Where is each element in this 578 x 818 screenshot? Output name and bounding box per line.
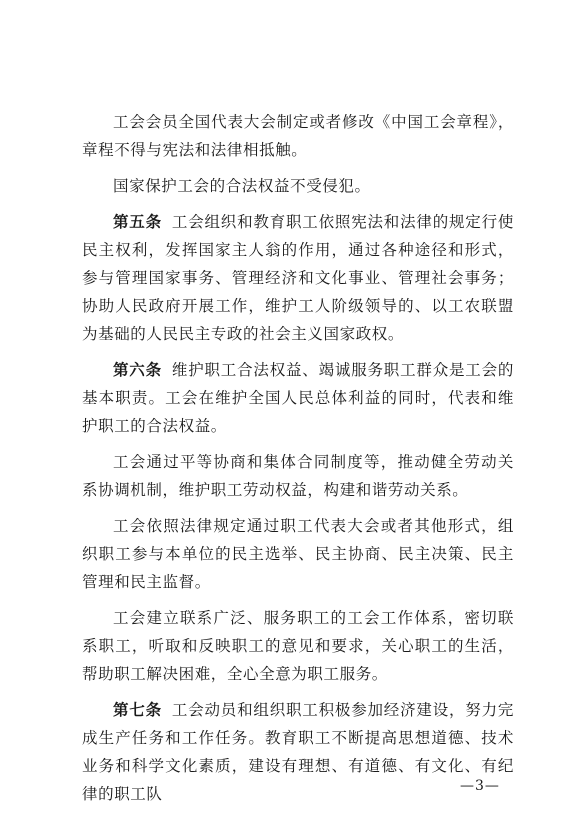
paragraph-text: 工会通过平等协商和集体合同制度等，推动健全劳动关系协调机制，维护职工劳动权益，构建和谐劳动关系。 <box>82 453 514 499</box>
paragraph-text: 工会建立联系广泛、服务职工的工会工作体系，密切联系职工，听取和反映职工的意见和要求，关心职工的生活，帮助职工解决困难，全心全意为职工服务。 <box>82 609 514 683</box>
article-number: 第五条 <box>113 213 162 231</box>
document-body <box>82 108 514 816</box>
article-6 <box>82 356 514 440</box>
paragraph-6 <box>82 512 514 596</box>
paragraph-text: 工会依照法律规定通过职工代表大会或者其他形式，组织职工参与本单位的民主选举、民主协商、民主决策、民主管理和民主监督。 <box>82 517 514 591</box>
paragraph-text: 国家保护工会的合法权益不受侵犯。 <box>113 177 371 195</box>
paragraph-1 <box>82 108 514 164</box>
paragraph-text: 维护职工合法权益、竭诚服务职工群众是工会的基本职责。工会在维护全国人民总体利益的同时，代表和维护职工的合法权益。 <box>82 361 514 435</box>
article-number: 第七条 <box>113 701 162 719</box>
paragraph-5 <box>82 448 514 504</box>
paragraph-text: 工会动员和组织职工积极参加经济建设，努力完成生产任务和工作任务。教育职工不断提高思想道德、技术业务和科学文化素质，建设有理想、有道德、有文化、有纪律的职工队 <box>82 701 514 803</box>
paragraph-2 <box>82 172 514 200</box>
article-7 <box>82 696 514 808</box>
paragraph-7 <box>82 604 514 688</box>
article-number: 第六条 <box>113 361 162 379</box>
page-number: —3— <box>460 778 500 794</box>
paragraph-text: 工会会员全国代表大会制定或者修改《中国工会章程》，章程不得与宪法和法律相抵触。 <box>82 113 514 159</box>
paragraph-text: 工会组织和教育职工依照宪法和法律的规定行使民主权利，发挥国家主人翁的作用，通过各种途径和形式，参与管理国家事务、管理经济和文化事业、管理社会事务；协助人民政府开展工作，维护工人阶级领导的、以工农联盟为基础的人民民主专政的社会主义国家政权。 <box>82 213 514 343</box>
article-5 <box>82 208 514 348</box>
